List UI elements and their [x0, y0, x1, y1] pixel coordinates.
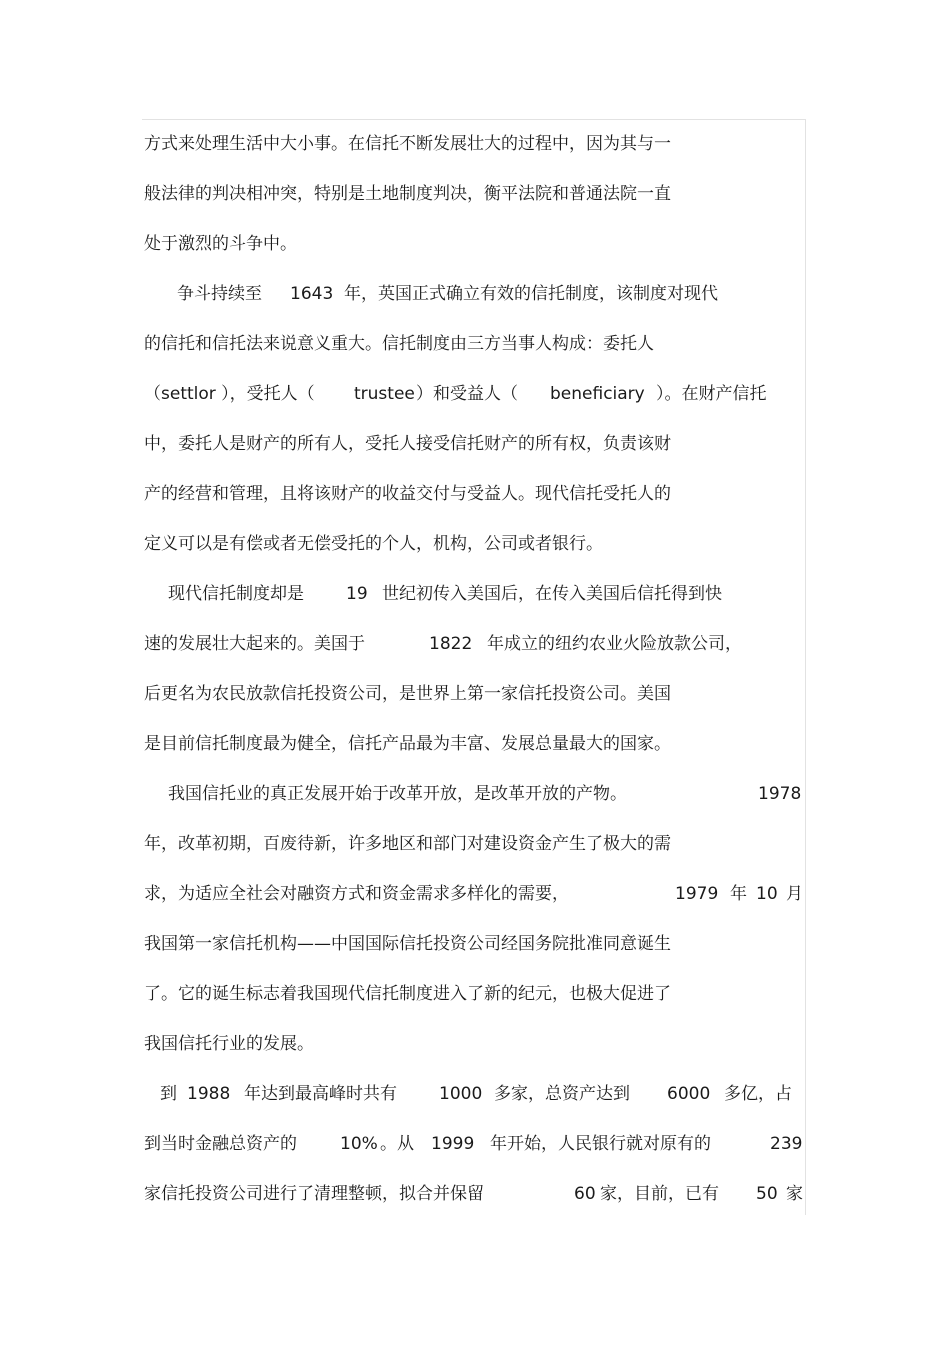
text-segment: （settlor ），受托人（ — [144, 384, 315, 404]
text-segment: 年成立的纽约农业火险放款公司， — [487, 634, 742, 654]
century-number: 19 — [346, 584, 368, 604]
text-segment: 求，为适应全社会对融资方式和资金需求多样化的需要， — [144, 884, 569, 904]
text-segment: ）。在财产信托 — [656, 384, 767, 404]
text-segment: 年 — [730, 884, 747, 904]
year-number: 1988 — [187, 1084, 231, 1104]
year-number: 1643 — [290, 284, 334, 304]
year-number: 1979 — [675, 884, 719, 904]
text-line: 年，改革初期，百废待新，许多地区和部门对建设资金产生了极大的需 — [144, 834, 671, 854]
text-segment: 到当时金融总资产的 — [144, 1134, 297, 1154]
text-segment: 速的发展壮大起来的。美国于 — [144, 634, 365, 654]
text-line: 方式来处理生活中大小事。在信托不断发展壮大的过程中，因为其与一 — [144, 134, 671, 154]
text-segment: 多亿，占 — [724, 1084, 792, 1104]
count-number: 60 — [574, 1184, 596, 1204]
text-segment: 争斗持续至 — [160, 284, 262, 304]
text-line: 般法律的判决相冲突，特别是土地制度判决，衡平法院和普通法院一直 — [144, 184, 671, 204]
text-line: 我国第一家信托机构——中国国际信托投资公司经国务院批准同意诞生 — [144, 934, 671, 954]
count-number: 1000 — [439, 1084, 483, 1104]
text-line: 中，委托人是财产的所有人，受托人接受信托财产的所有权，负责该财 — [144, 434, 671, 454]
year-number: 1999 — [431, 1134, 475, 1154]
text-line: 是目前信托制度最为健全，信托产品最为丰富、发展总量最大的国家。 — [144, 734, 671, 754]
text-line: 了。它的诞生标志着我国现代信托制度进入了新的纪元，也极大促进了 — [144, 984, 671, 1004]
text-line — [144, 1183, 803, 1337]
text-segment: 家 — [786, 1184, 803, 1204]
text-line: 的信托和信托法来说意义重大。信托制度由三方当事人构成：委托人 — [144, 334, 654, 354]
year-number: 1978 — [758, 784, 802, 804]
english-term: beneficiary — [550, 384, 645, 404]
text-segment: 。从 — [380, 1134, 414, 1154]
month-number: 10 — [756, 884, 778, 904]
text-line: 处于激烈的斗争中。 — [144, 234, 297, 254]
text-segment: 我国信托业的真正发展开始于改革开放，是改革开放的产物。 — [168, 784, 627, 804]
text-line: 我国信托行业的发展。 — [144, 1034, 314, 1054]
text-segment: 世纪初传入美国后，在传入美国后信托得到快 — [382, 584, 722, 604]
count-number: 50 — [756, 1184, 778, 1204]
text-segment: 年，英国正式确立有效的信托制度，该制度对现代 — [344, 284, 718, 304]
english-term: trustee — [354, 384, 415, 404]
text-segment: 家信托投资公司进行了清理整顿，拟合并保留 — [144, 1184, 484, 1204]
text-segment: 现代信托制度却是 — [168, 584, 304, 604]
count-number: 239 — [770, 1134, 803, 1154]
amount-number: 6000 — [667, 1084, 711, 1104]
text-line: 定义可以是有偿或者无偿受托的个人，机构，公司或者银行。 — [144, 534, 603, 554]
text-segment: 家，目前，已有 — [600, 1184, 719, 1204]
text-segment: 到 — [160, 1084, 177, 1104]
text-segment: 年开始，人民银行就对原有的 — [490, 1134, 711, 1154]
text-segment: 月 — [786, 884, 803, 904]
text-line: 产的经营和管理，且将该财产的收益交付与受益人。现代信托受托人的 — [144, 484, 671, 504]
text-segment: 多家，总资产达到 — [494, 1084, 630, 1104]
text-line: 后更名为农民放款信托投资公司，是世界上第一家信托投资公司。美国 — [144, 684, 671, 704]
text-segment: ）和受益人（ — [416, 384, 518, 404]
year-number: 1822 — [429, 634, 473, 654]
text-segment: 年达到最高峰时共有 — [244, 1084, 397, 1104]
percent-number: 10% — [340, 1134, 378, 1154]
